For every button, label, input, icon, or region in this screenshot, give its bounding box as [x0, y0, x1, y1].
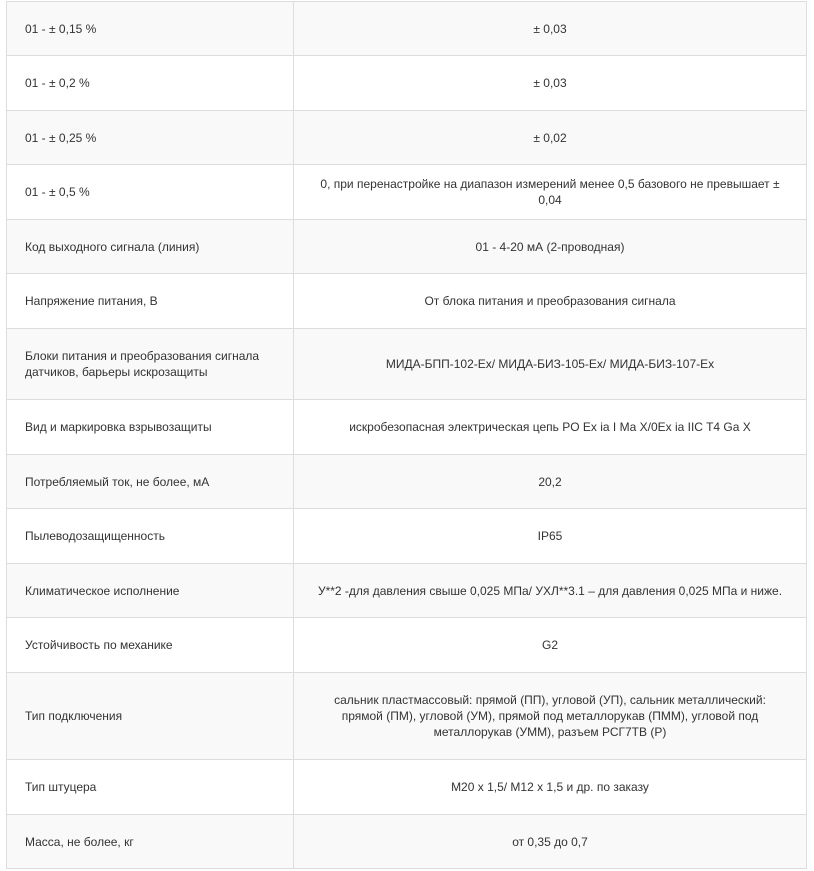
table-row: [7, 165, 807, 220]
row-value: сальник пластмассовый: прямой (ПП), угловой (УП), сальник металлический: прямой (ПМ), угловой (УМ), прямой под металлорукав (ПММ), угловой под металлорукав (УММ), разъем РСГ7ТВ (Р): [294, 673, 807, 760]
table-row: [7, 111, 807, 165]
row-value: 01 - 4-20 мА (2-проводная): [294, 220, 807, 274]
table-row: [7, 56, 807, 111]
row-label: 01 - ± 0,5 %: [7, 165, 294, 220]
row-label: Устойчивость по механике: [7, 618, 294, 673]
row-label: Тип штуцера: [7, 760, 294, 815]
row-value: от 0,35 до 0,7: [294, 815, 807, 869]
row-label: Пылеводозащищенность: [7, 509, 294, 564]
row-value: МИДА-БПП-102-Ex/ МИДА-БИЗ-105-Ex/ МИДА-БИЗ-107-Ex: [294, 329, 807, 400]
row-value: От блока питания и преобразования сигнала: [294, 274, 807, 329]
table-row: [7, 815, 807, 869]
row-value: У**2 -для давления свыше 0,025 МПа/ УХЛ**3.1 – для давления 0,025 МПа и ниже.: [294, 564, 807, 618]
row-label: 01 - ± 0,25 %: [7, 111, 294, 165]
table-row: [7, 220, 807, 274]
row-value: ± 0,02: [294, 111, 807, 165]
table-row: [7, 673, 807, 760]
row-label: 01 - ± 0,15 %: [7, 2, 294, 56]
table-row: [7, 2, 807, 56]
table-row: [7, 509, 807, 564]
table-row: [7, 564, 807, 618]
row-value: М20 х 1,5/ М12 х 1,5 и др. по заказу: [294, 760, 807, 815]
row-label: Код выходного сигнала (линия): [7, 220, 294, 274]
row-value: IP65: [294, 509, 807, 564]
table-row: [7, 455, 807, 509]
row-value: ± 0,03: [294, 2, 807, 56]
table-row: [7, 760, 807, 815]
spec-table: [6, 1, 807, 869]
row-label: Масса, не более, кг: [7, 815, 294, 869]
row-label: Потребляемый ток, не более, мА: [7, 455, 294, 509]
row-value: 0, при перенастройке на диапазон измерений менее 0,5 базового не превышает ± 0,04: [294, 165, 807, 220]
table-row: [7, 618, 807, 673]
row-label: Блоки питания и преобразования сигнала датчиков, барьеры искрозащиты: [7, 329, 294, 400]
row-value: искробезопасная электрическая цепь PO Ex ia I Ma X/0Ex ia IIC T4 Ga X: [294, 400, 807, 455]
table-row: [7, 329, 807, 400]
table-row: [7, 274, 807, 329]
row-label: 01 - ± 0,2 %: [7, 56, 294, 111]
row-label: Климатическое исполнение: [7, 564, 294, 618]
row-value: 20,2: [294, 455, 807, 509]
row-label: Напряжение питания, В: [7, 274, 294, 329]
row-label: Тип подключения: [7, 673, 294, 760]
row-value: G2: [294, 618, 807, 673]
table-row: [7, 400, 807, 455]
row-label: Вид и маркировка взрывозащиты: [7, 400, 294, 455]
row-value: ± 0,03: [294, 56, 807, 111]
